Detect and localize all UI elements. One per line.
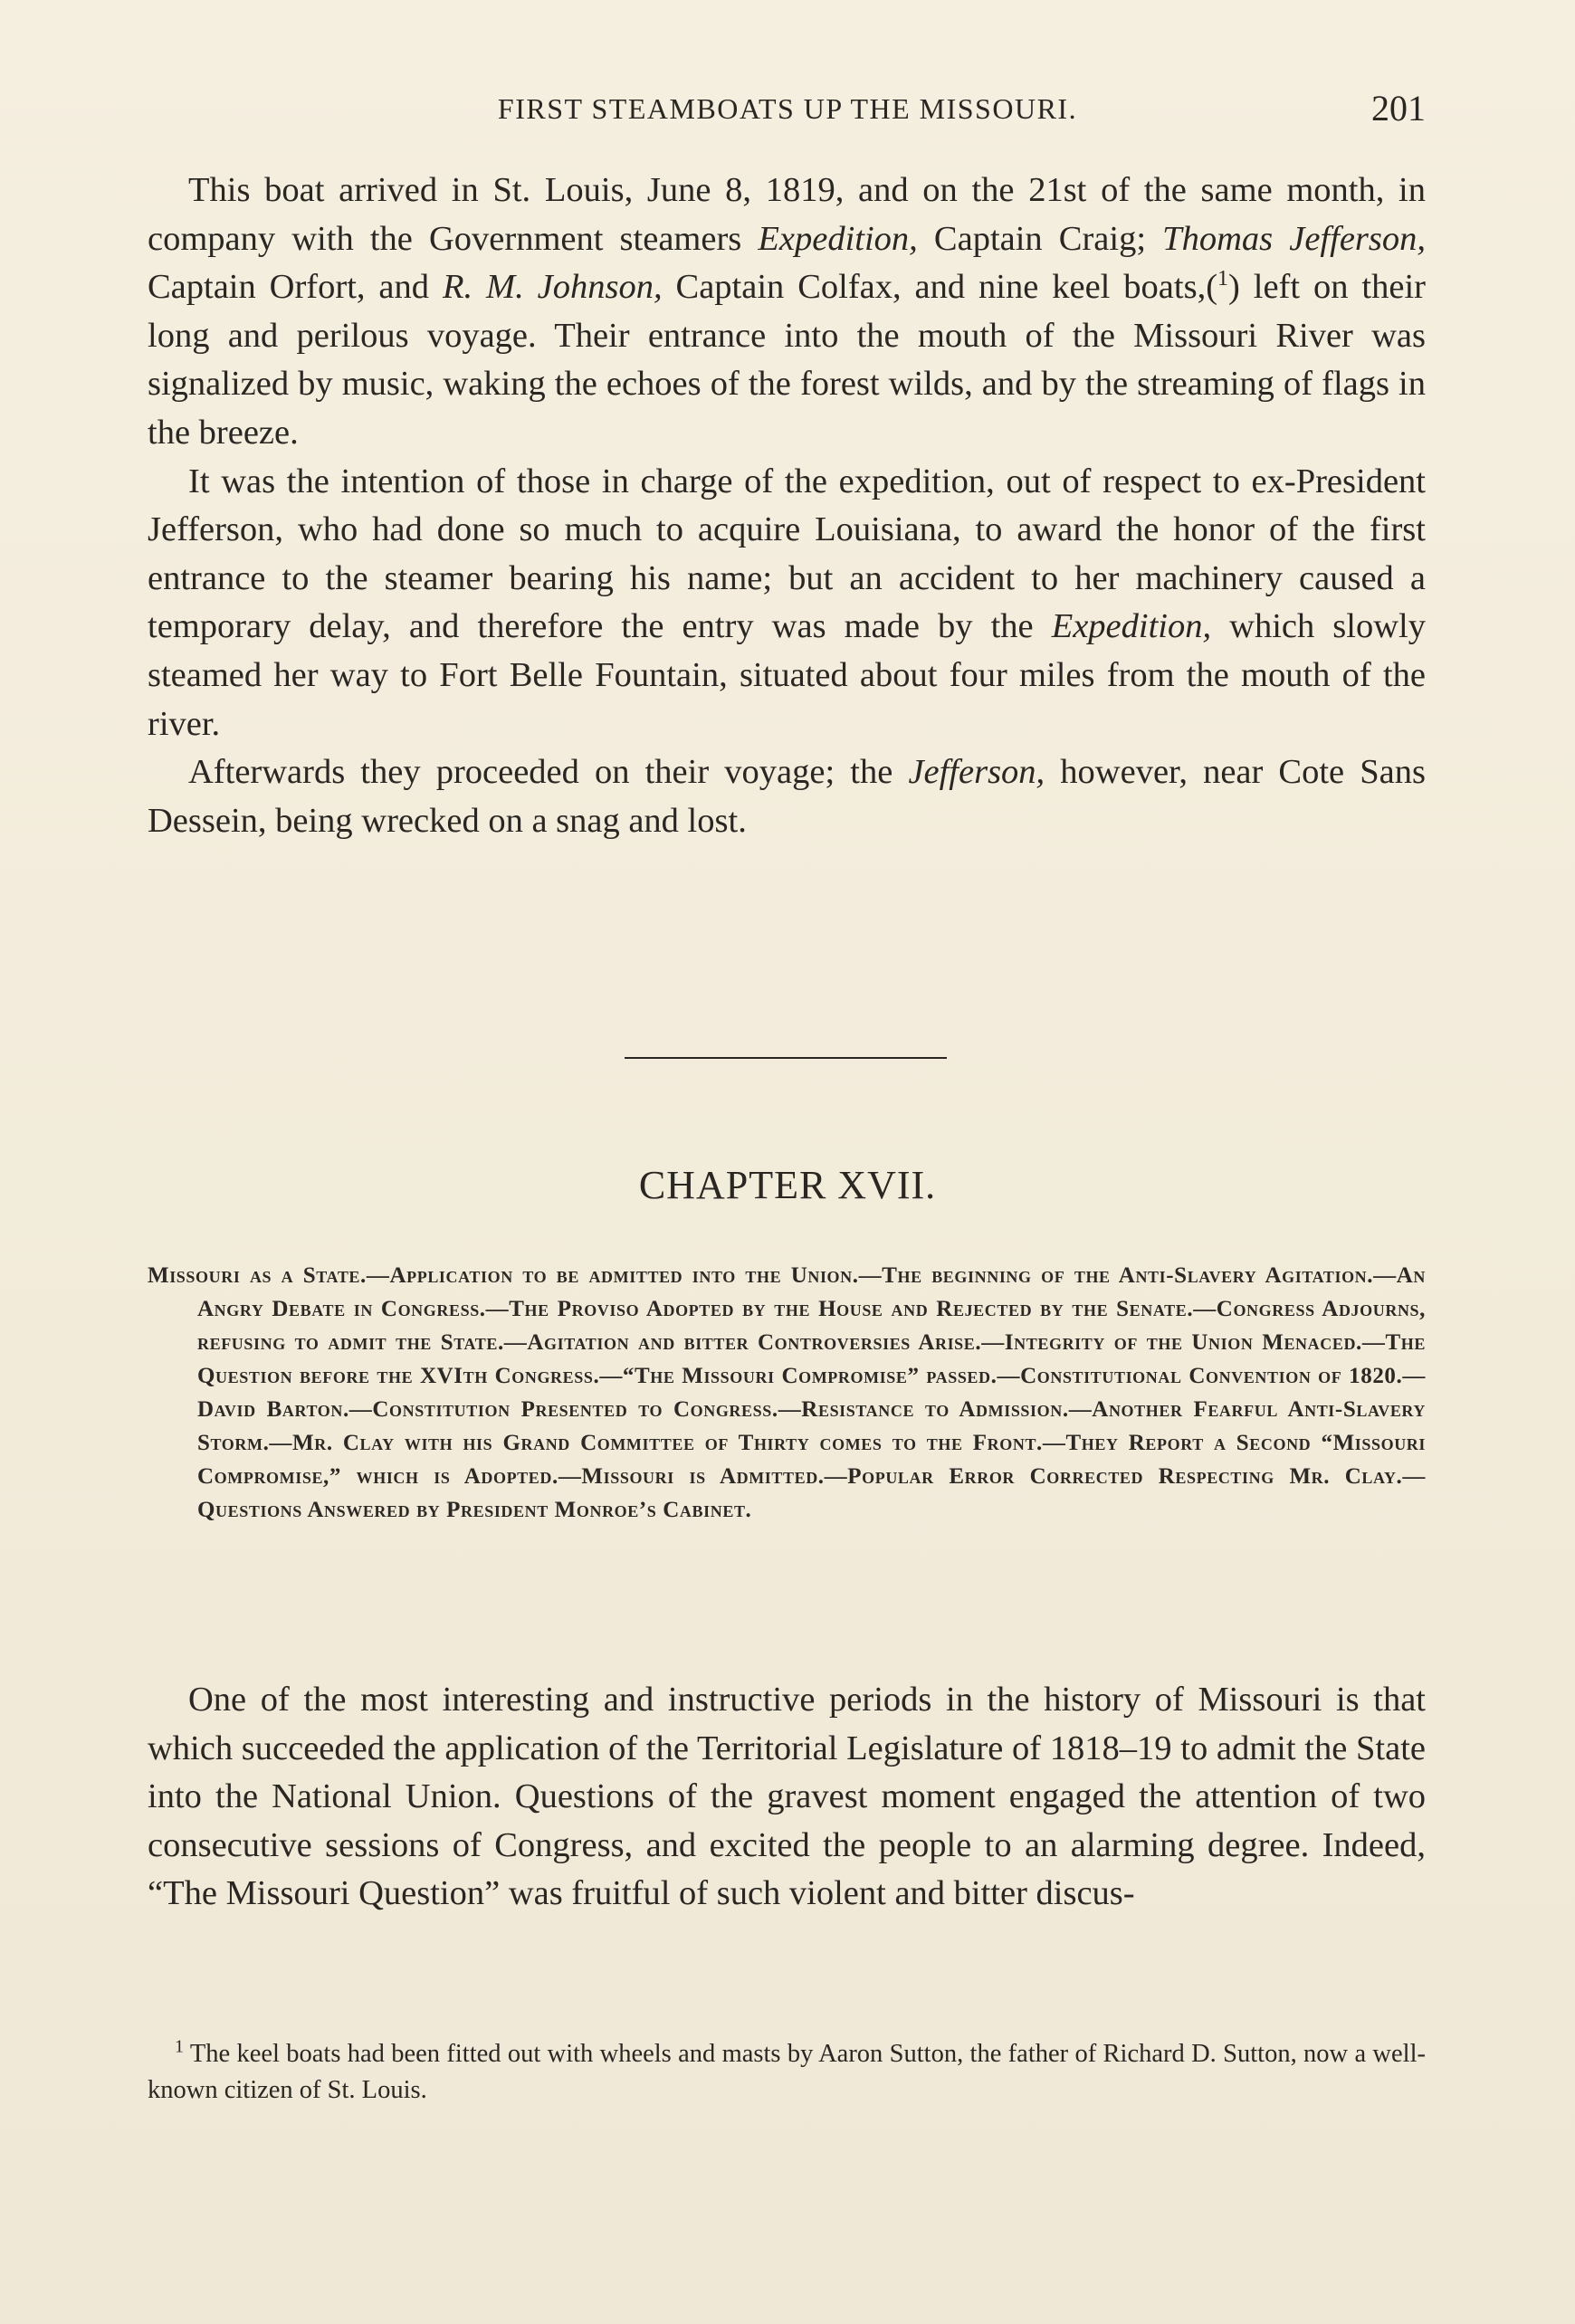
running-title: FIRST STEAMBOATS UP THE MISSOURI. <box>497 92 1078 125</box>
text-run: Captain Colfax, and nine keel boats,( <box>662 268 1218 307</box>
ship-name: Jefferson, <box>908 753 1045 792</box>
text-run: Afterwards they proceeded on their voyage; the <box>188 753 909 792</box>
ship-name: R. M. Johnson, <box>442 268 663 307</box>
paragraph: One of the most interesting and instructive periods in the history of Missouri is that which succeeded the application of the Territorial Legislature of 1818–19 to admit the State into the National Union. Questions of the gravest moment engaged the attention of two consecutive sessions of Congress, and excited the people to an alarming degree. Indeed, “The Missouri Question” was fruitful of such violent and bitter discus- <box>148 1681 1426 1913</box>
footnote <box>148 2036 1426 2109</box>
text-run: This boat arrived in St. Louis, June 8, 1819, and on the 21st of the same month, in company with the Government steamers <box>148 171 1426 258</box>
chapter-body <box>148 1676 1426 1919</box>
page-header <box>149 87 1426 132</box>
ship-name: Expedition, <box>758 219 918 258</box>
footnote-text: The keel boats had been fitted out with wheels and masts by Aaron Sutton, the father of Richard D. Sutton, now a well-known citizen of St. Louis. <box>148 2040 1426 2104</box>
paragraph <box>148 167 1426 458</box>
opening-section <box>148 167 1426 845</box>
text-run: Captain Orfort, and <box>148 268 443 307</box>
footnote-reference: 1 <box>1217 267 1229 291</box>
ship-name: Thomas Jefferson, <box>1162 219 1426 258</box>
text-run: however, near Cote Sans Dessein, being wrecked on a snag and lost. <box>148 753 1426 840</box>
text-run: which slowly steamed her way to Fort Belle Fountain, situated about four miles from the mouth of the river. <box>148 607 1426 743</box>
text-run: ) left on their long and perilous voyage. Their entrance into the mouth of the Missouri River was signalized by music, waking the echoes of the forest wilds, and by the streaming of flags in the breeze. <box>148 268 1426 452</box>
text-run: Captain Craig; <box>917 219 1163 258</box>
section-divider <box>625 1057 947 1059</box>
chapter-title: CHAPTER XVII. <box>638 1163 937 1207</box>
chapter-synopsis: Missouri as a State.—Application to be admitted into the Union.—The beginning of the Anti-Slavery Agitation.—An Angry Debate in Congress.—The Proviso Adopted by the House and Rejected by the Senate.—Congress Adjourns, refusing to admit the State.—Agitation and bitter Controversies Arise.—Integrity of the Union Menaced.—The Question before the XVIth Congress.—“The Missouri Compromise” passed.—Constitutional Convention of 1820.—David Barton.—Constitution Presented to Congress.—Resistance to Admission.—Another Fearful Anti-Slavery Storm.—Mr. Clay with his Grand Committee of Thirty comes to the Front.—They Report a Second “Missouri Compromise,” which is Adopted.—Missouri is Admitted.—Popular Error Corrected Respecting Mr. Clay.—Questions Answered by President Monroe’s Cabinet. <box>148 1263 1426 1522</box>
paragraph <box>148 748 1426 845</box>
footnote-mark: 1 <box>175 2036 184 2057</box>
paragraph <box>148 458 1426 749</box>
page-number: 201 <box>1371 88 1426 129</box>
text-run: It was the intention of those in charge of the expedition, out of respect to ex-President Jefferson, who had done so much to acquire Louisiana, to award the honor of the first entrance to the steamer bearing his name; but an accident to her machinery caused a temporary delay, and therefore the entry was made by the <box>148 462 1426 646</box>
ship-name: Expedition, <box>1051 607 1212 646</box>
